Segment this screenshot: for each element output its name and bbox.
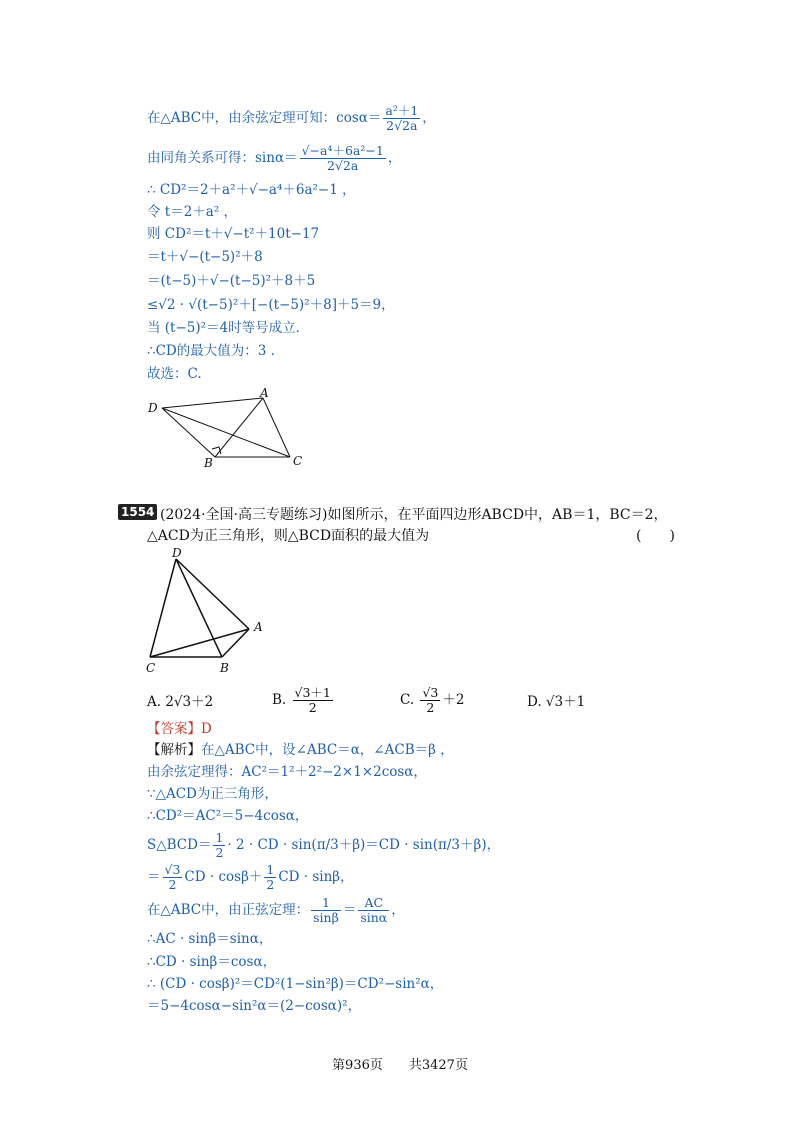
analysis-label: 【解析】 [147, 742, 201, 758]
text: 在△ABC中，由正弦定理： [147, 902, 310, 918]
fraction [383, 104, 420, 133]
numerator: √−a⁴＋6a²−1 [301, 143, 384, 158]
text: · 2 · CD · sin(π/3＋β)＝CD · sin(π/3＋β)， [227, 837, 501, 853]
solution-line [147, 144, 401, 173]
fraction [311, 896, 341, 925]
question-text: △ACD为正三角形，则△BCD面积的最大值为 [147, 528, 430, 544]
label-c: C [293, 454, 303, 468]
fraction [358, 896, 389, 925]
answer-blank: ( ) [636, 528, 675, 544]
denominator: 2 [308, 700, 317, 715]
numerator: 1 [311, 896, 341, 911]
solution-line: 则 CD²＝t＋√−t²＋10t−17 [147, 226, 320, 242]
label-a: A [260, 386, 269, 400]
denominator: 2 [426, 700, 435, 715]
answer-value: D [201, 721, 212, 737]
geometry-figure-1 [140, 385, 320, 475]
fraction [420, 686, 440, 715]
choice-d: D. √3＋1 [527, 694, 586, 710]
text: ， [422, 110, 436, 126]
text: ＝ [147, 869, 161, 885]
analysis-line [147, 863, 354, 892]
analysis-line: ∴CD²＝AC²＝5−4cosα， [147, 808, 309, 824]
choice-label: B. [272, 692, 287, 708]
text: 在△ABC中，由余弦定理可知：cosα＝ [147, 110, 382, 126]
choice-b [272, 686, 335, 715]
text: ， [387, 150, 402, 166]
denominator: 2 [266, 877, 275, 892]
solution-line: ∴ CD²＝2＋a²＋√−a⁴＋6a²−1 ， [147, 182, 356, 198]
text: 由同角关系可得：sinα＝ [147, 150, 298, 166]
analysis-line: ∴AC · sinβ＝sinα， [147, 931, 273, 947]
analysis-line: ＝5−4cosα−sin²α＝(2−cosα)²， [147, 998, 362, 1014]
numerator: a²＋1 [385, 103, 419, 118]
text: 在△ABC中，设∠ABC＝α，∠ACB＝β ， [201, 742, 454, 758]
text: CD · cosβ＋ [184, 869, 263, 885]
solution-line: 故选：C. [147, 366, 202, 382]
text: ， [391, 902, 405, 918]
analysis-line: 由余弦定理得：AC²＝1²＋2²−2×1×2cosα， [147, 764, 427, 780]
label-c: C [146, 661, 156, 675]
label-b: B [204, 456, 213, 470]
fraction [264, 863, 276, 892]
analysis-line: ∴ (CD · cosβ)²＝CD²(1−sin²β)＝CD²−sin²α， [147, 976, 444, 992]
fraction [300, 144, 386, 173]
solution-line: 令 t＝2＋a² ， [147, 204, 238, 220]
text: ＋2 [442, 692, 465, 708]
analysis-line [147, 896, 405, 925]
solution-line: 当 (t−5)²＝4时等号成立． [147, 320, 310, 336]
label-d: D [148, 401, 158, 415]
label-d: D [172, 546, 182, 560]
numerator: AC [358, 896, 389, 911]
answer-label: 【答案】 [147, 721, 201, 737]
numerator: √3＋1 [294, 685, 331, 700]
choice-c [400, 686, 464, 715]
question-text: (2024·全国·高三专题练习)如图所示，在平面四边形ABCD中，AB＝1，BC＝2， [160, 507, 668, 523]
numerator: 1 [215, 830, 224, 845]
answer-line [147, 720, 212, 738]
fraction [293, 686, 333, 715]
numerator: √3 [164, 862, 181, 877]
text: CD · sinβ， [278, 869, 354, 885]
denominator: 2 [215, 845, 224, 860]
label-b: B [220, 661, 229, 675]
page-footer: 第936页 共3427页 [332, 1058, 468, 1073]
analysis-line: ∵△ACD为正三角形， [147, 786, 278, 802]
fraction [213, 831, 225, 860]
analysis-line [147, 831, 500, 860]
analysis-line: ∴CD · sinβ＝cosα， [147, 954, 277, 970]
question-number: 1554 [118, 504, 157, 520]
denominator: sinβ [313, 910, 339, 925]
text: S△BCD＝ [147, 837, 212, 853]
analysis-line [147, 741, 454, 759]
solution-line [147, 104, 436, 133]
denominator: 2√2a [327, 158, 359, 173]
denominator: 2√2a [386, 118, 418, 133]
numerator: √3 [422, 685, 439, 700]
geometry-figure-2 [140, 545, 270, 677]
solution-line: ∴CD的最大值为：3 ． [147, 343, 285, 359]
denominator: sinα [360, 910, 388, 925]
solution-line: ≤√2 · √(t−5)²＋[−(t−5)²＋8]＋5＝9， [147, 297, 395, 313]
choice-a: A. 2√3＋2 [147, 694, 214, 710]
solution-line: ＝t＋√−(t−5)²＋8 [147, 249, 263, 265]
choice-label: C. [400, 692, 415, 708]
text: ＝ [342, 902, 357, 918]
fraction [163, 863, 183, 892]
label-a: A [254, 620, 263, 634]
denominator: 2 [168, 877, 177, 892]
numerator: 1 [266, 862, 275, 877]
solution-line: ＝(t−5)＋√−(t−5)²＋8＋5 [147, 273, 316, 289]
